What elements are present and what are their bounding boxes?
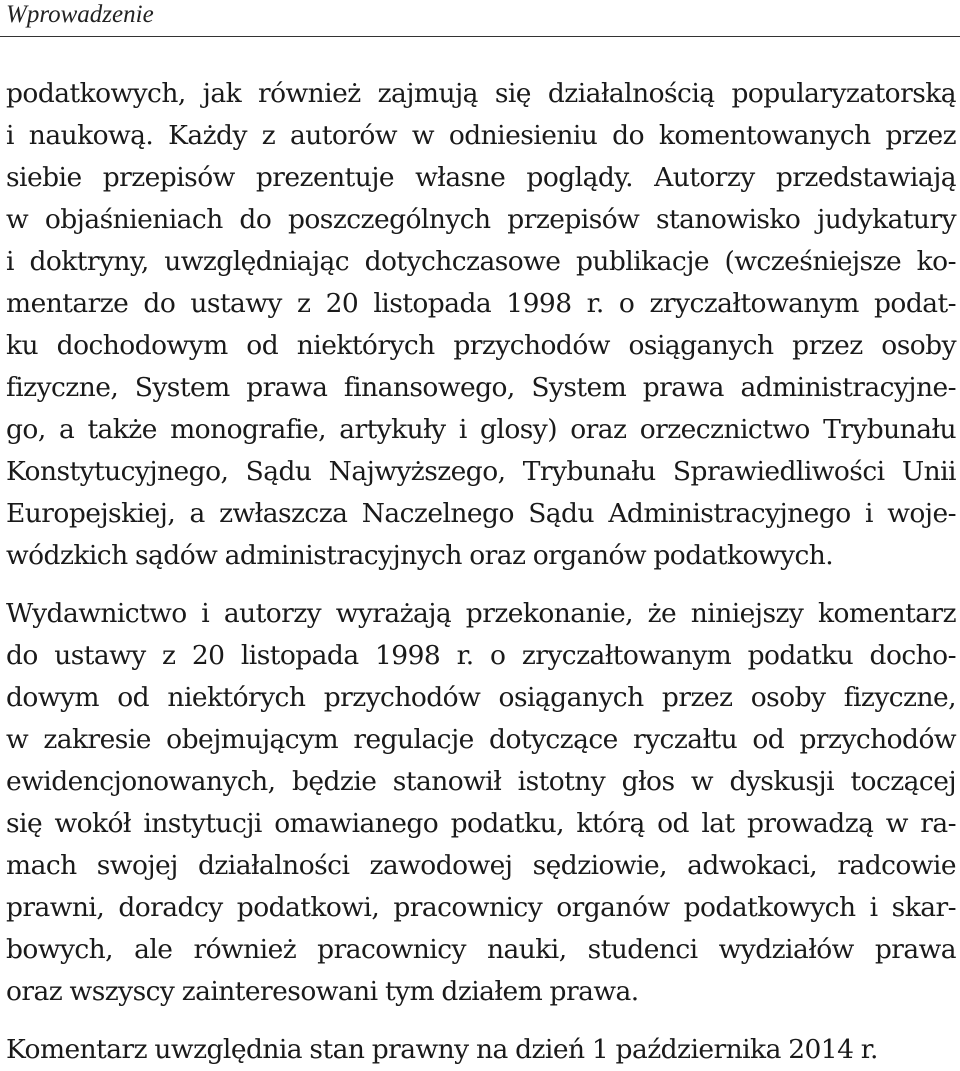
text-line: do ustawy z 20 listopada 1998 r. o zryczałtowanym podatku docho- [6, 640, 956, 671]
text-line: siebie przepisów prezentuje własne poglądy. Autorzy przedstawiają [6, 162, 956, 193]
text-line: wódzkich sądów administracyjnych oraz organów podatkowych. [6, 540, 834, 571]
text-line: Europejskiej, a zwłaszcza Naczelnego Sądu Administracyjnego i woje- [6, 498, 956, 529]
paragraph-intro-authors [6, 73, 956, 577]
text-line: podatkowych, jak również zajmują się działalnością popularyzatorską [6, 78, 956, 109]
text-line: Komentarz uwzględnia stan prawny na dzień 1 października 2014 r. [6, 1034, 878, 1065]
text-line: Wydawnictwo i autorzy wyrażają przekonanie, że niniejszy komentarz [6, 598, 956, 629]
body-text [6, 73, 956, 1071]
text-line: mentarze do ustawy z 20 listopada 1998 r. o zryczałtowanym podat- [6, 288, 956, 319]
text-line: i naukową. Każdy z autorów w odniesieniu do komentowanych przez [6, 120, 956, 151]
text-line: ewidencjonowanych, będzie stanowił istotny głos w dyskusji toczącej [6, 766, 956, 797]
text-line: fizyczne, System prawa finansowego, System prawa administracyjne- [6, 372, 956, 403]
text-line: w objaśnieniach do poszczególnych przepisów stanowisko judykatury [6, 204, 956, 235]
text-line: się wokół instytucji omawianego podatku, którą od lat prowadzą w ra- [6, 808, 956, 839]
text-line: mach swojej działalności zawodowej sędziowie, adwokaci, radcowie [6, 850, 956, 881]
running-header-title: Wprowadzenie [6, 1, 154, 28]
header-rule [0, 36, 960, 37]
text-line: w zakresie obejmującym regulacje dotyczące ryczałtu od przychodów [6, 724, 956, 755]
text-line: i doktryny, uwzględniając dotychczasowe publikacje (wcześniejsze ko- [6, 246, 956, 277]
paragraph-publisher-statement [6, 593, 956, 1013]
text-line: prawni, doradcy podatkowi, pracownicy organów podatkowych i skar- [6, 892, 956, 923]
text-line: oraz wszyscy zainteresowani tym działem prawa. [6, 976, 639, 1007]
text-line: Konstytucyjnego, Sądu Najwyższego, Trybunału Sprawiedliwości Unii [6, 456, 956, 487]
text-line: bowych, ale również pracownicy nauki, studenci wydziałów prawa [6, 934, 956, 965]
text-line: dowym od niektórych przychodów osiąganych przez osoby fizyczne, [6, 682, 956, 713]
text-line: go, a także monografie, artykuły i glosy) oraz orzecznictwo Trybunału [6, 414, 956, 445]
paragraph-legal-status [6, 1029, 956, 1071]
text-line: ku dochodowym od niektórych przychodów osiąganych przez osoby [6, 330, 956, 361]
